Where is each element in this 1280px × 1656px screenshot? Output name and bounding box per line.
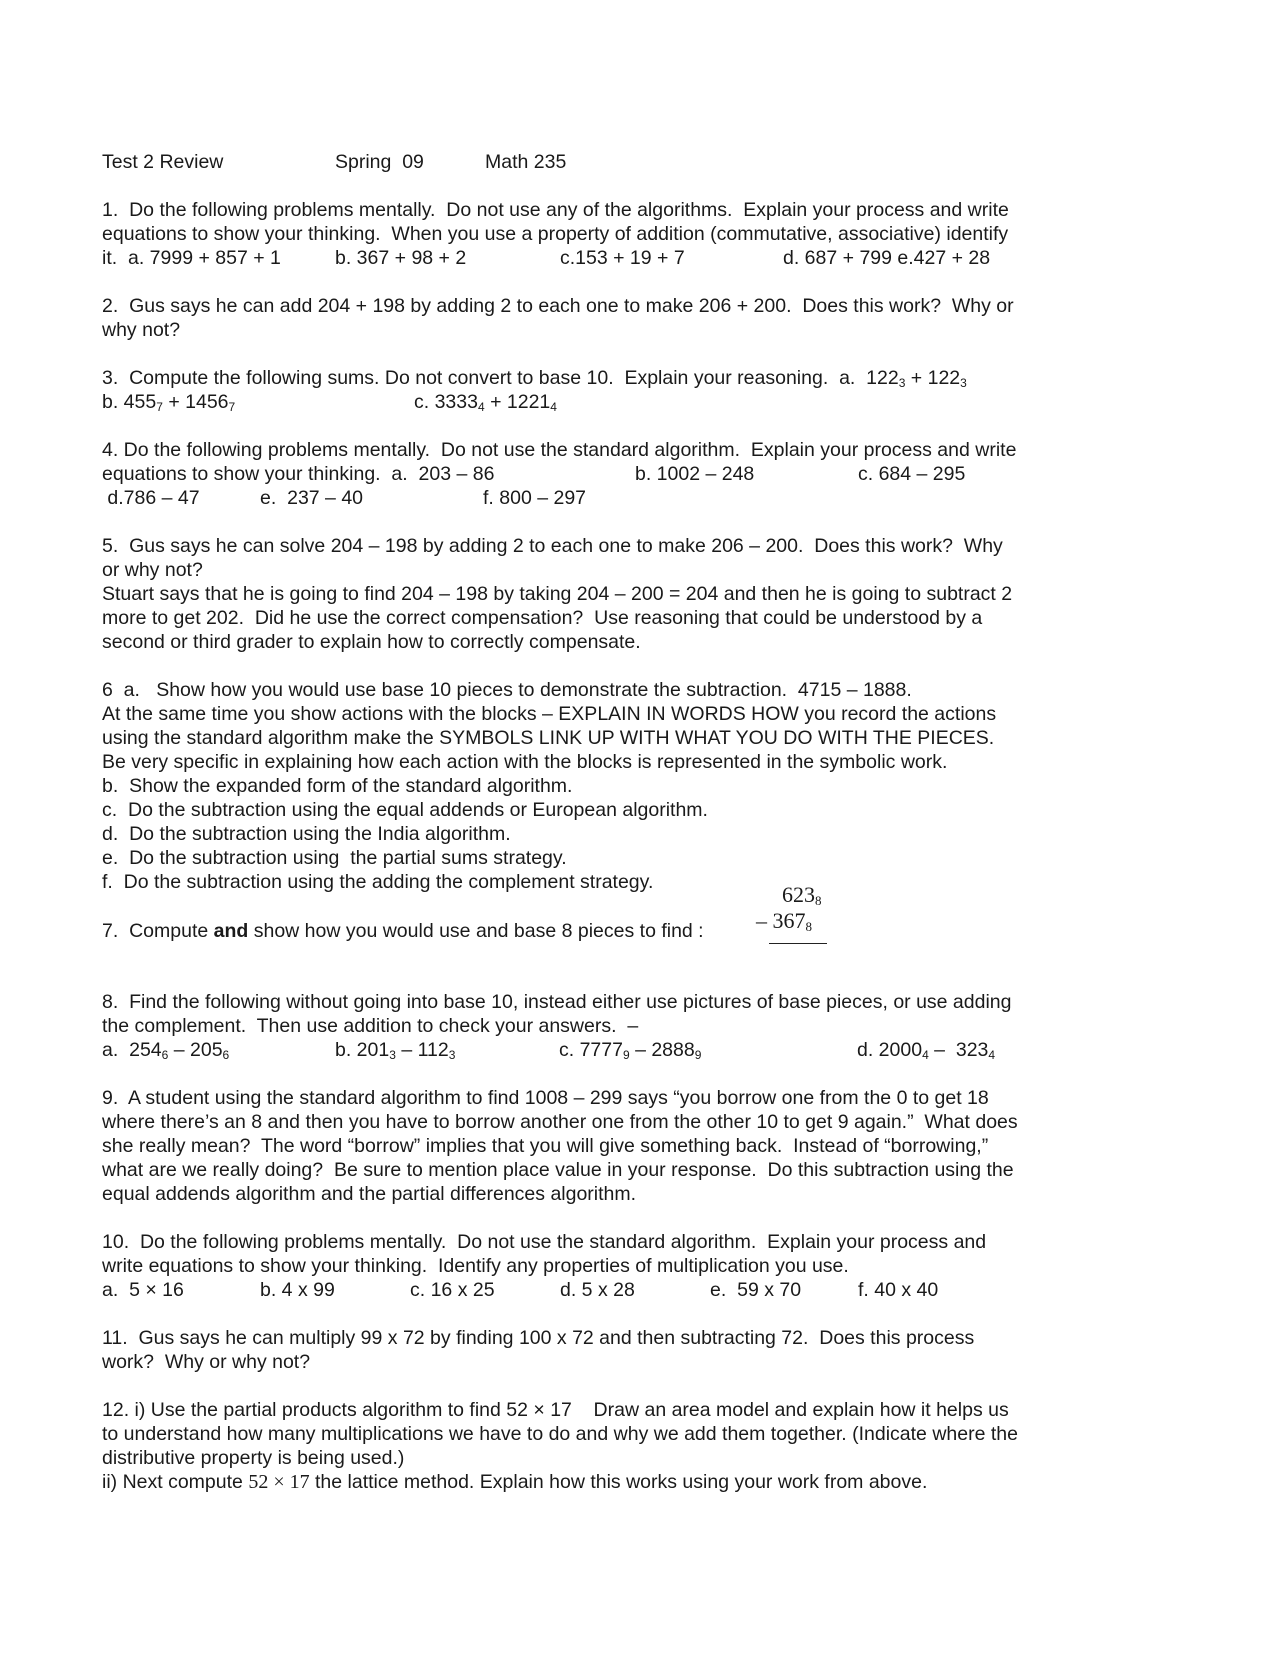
q3-part-c: c. 3333 [414, 391, 478, 413]
q10-line: 10. Do the following problems mentally. Do not use the standard algorithm. Explain your process and [102, 1231, 987, 1253]
question-12 [102, 1398, 1102, 1494]
q10-line: write equations to show your thinking. Identify any properties of multiplication you use. [102, 1255, 849, 1277]
q2-line: 2. Gus says he can add 204 + 198 by adding 2 to each one to make 206 + 200. Does this work? Why or [102, 295, 1014, 317]
q4-parts [102, 486, 1102, 510]
q1-line: equations to show your thinking. When you use a property of addition (commutative, associative) identify [102, 223, 1009, 245]
q12-line: 12. i) Use the partial products algorithm to find 52 × 17 Draw an area model and explain how it helps us [102, 1399, 1009, 1421]
q5-line: or why not? [102, 559, 203, 581]
q3-base: 3 [898, 376, 906, 390]
q4-part-d: d.786 – 47 [102, 487, 200, 509]
q11-line: 11. Gus says he can multiply 99 x 72 by finding 100 x 72 and then subtracting 72. Does this process [102, 1327, 975, 1349]
q7-vertical-subtraction [756, 882, 822, 934]
q7-underline [769, 943, 827, 944]
worksheet [102, 150, 1102, 1494]
question-3 [102, 366, 1102, 414]
header-course: Math 235 [485, 151, 567, 173]
q10-parts [102, 1278, 1102, 1302]
q8-part-b: b. 201 [335, 1039, 390, 1061]
question-11 [102, 1326, 1102, 1374]
q8-text: – 112 [395, 1039, 449, 1061]
q8-base: 6 [161, 1048, 169, 1062]
q6-part-b: b. Show the expanded form of the standard algorithm. [102, 775, 573, 797]
q1-part-a: it. a. 7999 + 857 + 1 [102, 247, 281, 269]
q8-text: – 205 [168, 1039, 223, 1061]
q8-part-d: d. 2000 [857, 1039, 923, 1061]
q7-bottom-base: 8 [805, 919, 812, 934]
question-6 [102, 678, 1102, 894]
q1-part-b: b. 367 + 98 + 2 [335, 247, 467, 269]
q3-parts [102, 390, 1102, 414]
question-10 [102, 1230, 1102, 1302]
q7-top-base: 8 [815, 893, 822, 908]
q10-part-c: c. 16 x 25 [410, 1279, 495, 1301]
q9-line: where there’s an 8 and then you have to borrow another one from the other 10 to get 9 again.” What does [102, 1111, 1018, 1133]
q2-line: why not? [102, 319, 181, 341]
q8-text: – 323 [928, 1039, 989, 1061]
q5-line: more to get 202. Did he use the correct compensation? Use reasoning that could be understood by a [102, 607, 983, 629]
q6-part-d: d. Do the subtraction using the India algorithm. [102, 823, 511, 845]
q3-text: + 122 [905, 367, 961, 389]
q7-line [102, 919, 704, 943]
question-4 [102, 438, 1102, 510]
q6-line: At the same time you show actions with the blocks – EXPLAIN IN WORDS HOW you record the actions [102, 703, 997, 725]
q3-text: + 1456 [162, 391, 229, 413]
q6-part-c: c. Do the subtraction using the equal addends or European algorithm. [102, 799, 708, 821]
q7-bottom-number [756, 908, 822, 934]
q8-line: 8. Find the following without going into base 10, instead either use pictures of base pieces, or use adding [102, 991, 1012, 1013]
q3-base: 7 [156, 400, 163, 414]
q3-text: + 1221 [484, 391, 551, 413]
q3-base: 3 [960, 376, 967, 390]
q6-part-f: f. Do the subtraction using the adding the complement strategy. [102, 871, 654, 893]
q9-line: equal addends algorithm and the partial differences algorithm. [102, 1183, 637, 1205]
question-8 [102, 990, 1102, 1062]
q5-line: 5. Gus says he can solve 204 – 198 by adding 2 to each one to make 206 – 200. Does this work? Why [102, 535, 1003, 557]
header-term: Spring 09 [335, 151, 424, 173]
question-2 [102, 294, 1102, 342]
q3-base: 4 [477, 400, 485, 414]
question-1 [102, 198, 1102, 270]
q3-text: 3. Compute the following sums. Do not convert to base 10. Explain your reasoning. a. 122 [102, 367, 899, 389]
q10-part-a: a. 5 × 16 [102, 1279, 184, 1301]
q8-line: the complement. Then use addition to check your answers. – [102, 1015, 639, 1037]
minus-sign: – [756, 908, 773, 933]
q8-base: 9 [694, 1048, 702, 1062]
q3-line [102, 366, 1102, 390]
question-7 [102, 894, 1102, 966]
q3-part-b: b. 455 [102, 391, 157, 413]
q4-part-b: b. 1002 – 248 [635, 463, 755, 485]
q6-line: 6 a. Show how you would use base 10 pieces to demonstrate the subtraction. 4715 – 1888. [102, 679, 912, 701]
q8-part-a: a. 254 [102, 1039, 162, 1061]
q3-base: 4 [550, 400, 557, 414]
q9-line: 9. A student using the standard algorithm to find 1008 – 299 says “you borrow one from the 0 to get 18 [102, 1087, 989, 1109]
q8-base: 4 [988, 1048, 996, 1062]
q8-base: 3 [389, 1048, 396, 1062]
q7-top-digits: 623 [782, 882, 815, 907]
q6-line: Be very specific in explaining how each action with the blocks is represented in the symbolic work. [102, 751, 948, 773]
q8-parts [102, 1038, 1102, 1062]
q3-base: 7 [228, 400, 236, 414]
q5-line: second or third grader to explain how to correctly compensate. [102, 631, 641, 653]
q8-part-c: c. 7777 [559, 1039, 623, 1061]
q5-line: Stuart says that he is going to find 204 – 198 by taking 204 – 200 = 204 and then he is going to subtract 2 [102, 583, 1013, 605]
question-5 [102, 534, 1102, 654]
q4-parts [102, 462, 1102, 486]
q12-line [102, 1470, 1102, 1494]
q4-line: 4. Do the following problems mentally. Do not use the standard algorithm. Explain your process and write [102, 439, 1017, 461]
q1-parts [102, 246, 1102, 270]
header [102, 150, 1102, 174]
question-9 [102, 1086, 1102, 1206]
q1-line: 1. Do the following problems mentally. Do not use any of the algorithms. Explain your process and write [102, 199, 1009, 221]
q9-line: she really mean? The word “borrow” implies that you will give something back. Instead of “borrowing,” [102, 1135, 989, 1157]
q8-base: 3 [448, 1048, 456, 1062]
q8-base: 9 [622, 1048, 630, 1062]
q4-part-c: c. 684 – 295 [858, 463, 966, 485]
q7-text: show how you would use and base 8 pieces to find : [248, 920, 704, 942]
q12-line: distributive property is being used.) [102, 1447, 405, 1469]
q8-text: – 2888 [629, 1039, 695, 1061]
q10-part-b: b. 4 x 99 [260, 1279, 335, 1301]
q8-base: 4 [922, 1048, 929, 1062]
q10-part-f: f. 40 x 40 [858, 1279, 939, 1301]
q11-line: work? Why or why not? [102, 1351, 311, 1373]
q12-line: to understand how many multiplications we have to do and why we add them together. (Indicate where the [102, 1423, 1018, 1445]
q12-text: ii) Next compute [102, 1471, 249, 1493]
q9-line: what are we really doing? Be sure to mention place value in your response. Do this subtraction using the [102, 1159, 1014, 1181]
q4-part-f: f. 800 – 297 [483, 487, 587, 509]
q6-part-e: e. Do the subtraction using the partial sums strategy. [102, 847, 567, 869]
q8-base: 6 [222, 1048, 230, 1062]
q1-part-d: d. 687 + 799 e.427 + 28 [783, 247, 991, 269]
header-title: Test 2 Review [102, 151, 224, 173]
q4-part-e: e. 237 – 40 [260, 487, 364, 509]
q10-part-e: e. 59 x 70 [710, 1279, 802, 1301]
q7-bold: and [213, 920, 249, 942]
q7-top-number [756, 882, 822, 908]
q6-line: using the standard algorithm make the SYMBOLS LINK UP WITH WHAT YOU DO WITH THE PIECES. [102, 727, 995, 749]
q12-math: 52 × 17 [248, 1471, 310, 1493]
q4-part-a: equations to show your thinking. a. 203 – 86 [102, 463, 495, 485]
q1-part-c: c.153 + 19 + 7 [560, 247, 685, 269]
q7-bottom-digits: 367 [772, 908, 806, 933]
q7-text: 7. Compute [102, 920, 214, 942]
q12-text: the lattice method. Explain how this works using your work from above. [309, 1471, 928, 1493]
q10-part-d: d. 5 x 28 [560, 1279, 635, 1301]
